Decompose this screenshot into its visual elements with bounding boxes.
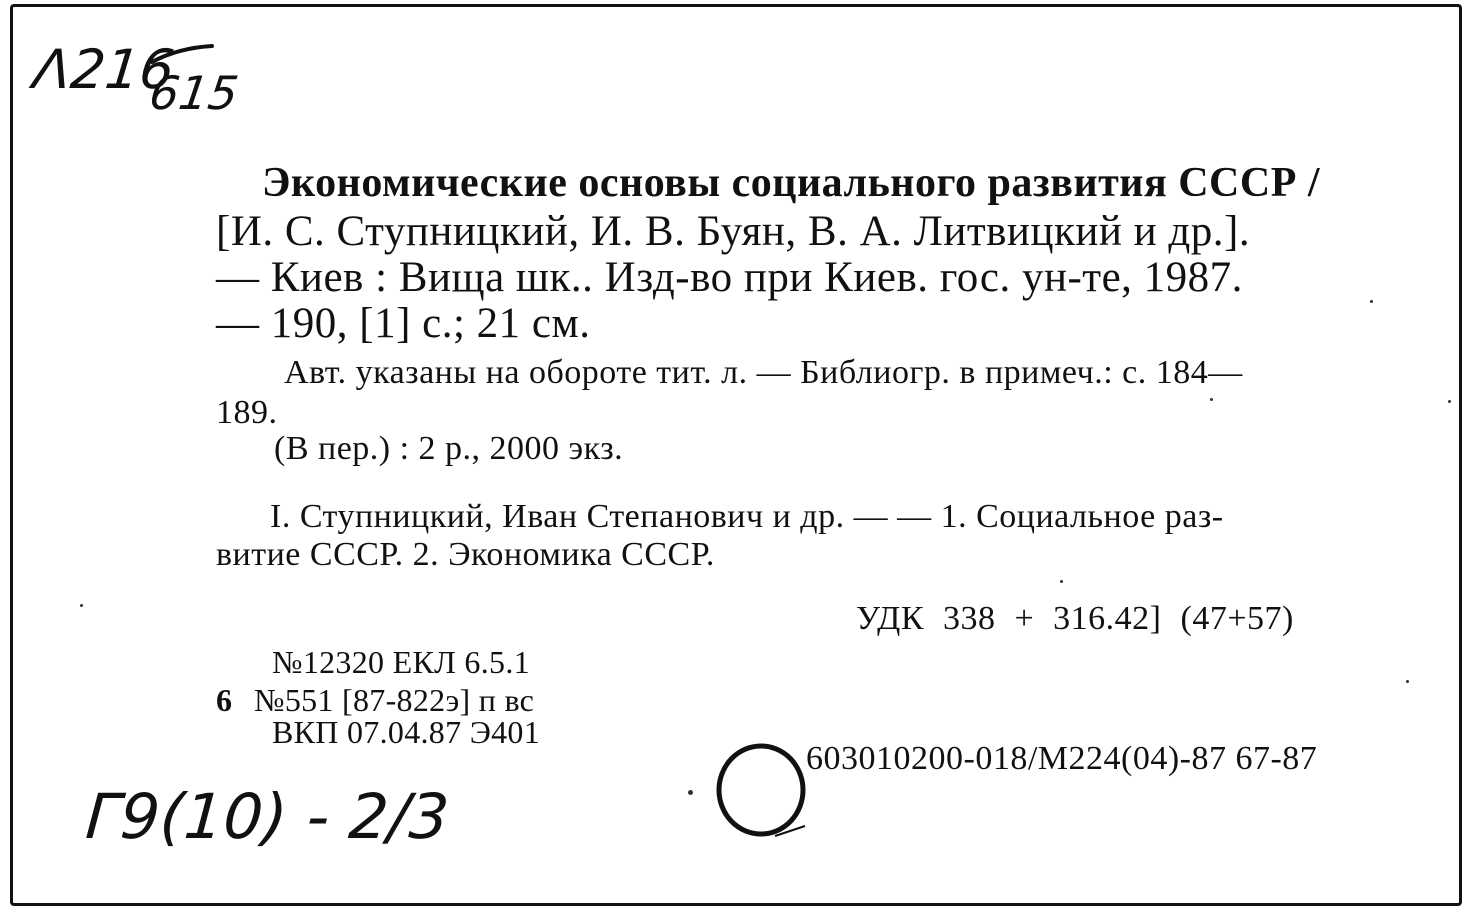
tracings-line-1: I. Ступницкий, Иван Степанович и др. — — 1. Социальное раз- [270, 498, 1224, 535]
tracings-line-2: витие СССР. 2. Экономика СССР. [216, 536, 715, 573]
note-line-1: Авт. указаны на обороте тит. л. — Библиогр. в примеч.: с. 184— [284, 354, 1243, 391]
registry-line-2: №551 [87-822э] п вс [254, 682, 535, 718]
scan-speck [1210, 398, 1213, 401]
scan-speck [688, 790, 693, 795]
registry-line-1: №12320 ЕКЛ 6.5.1 [272, 644, 530, 680]
note-line-2: 189. [216, 394, 278, 431]
entry-imprint-line: — Киев : Вища шк.. Изд-во при Киев. гос. ун-те, 1987. [216, 254, 1243, 301]
entry-authors-line: [И. С. Ступницкий, И. В. Буян, В. А. Литвицкий и др.]. [216, 208, 1251, 255]
price-line: (В пер.) : 2 р., 2000 экз. [274, 430, 624, 467]
scan-speck [1370, 300, 1373, 303]
scan-speck [80, 604, 83, 607]
handwritten-shelfmark-bottom: Г9(10) - 2/3 [83, 780, 452, 853]
scan-speck [1060, 580, 1063, 583]
entry-extent-line: — 190, [1] с.; 21 см. [216, 300, 591, 347]
entry-title-line: Экономические основы социального развития СССР / [262, 160, 1321, 206]
handwritten-shelfmark-top: Λ216 [30, 38, 178, 101]
scan-speck [1406, 680, 1409, 683]
handwritten-shelfmark-fraction: 615 [146, 66, 242, 120]
udc-classification: УДК 338 + 316.42] (47+57) [856, 600, 1294, 637]
registry-line-3: ВКП 07.04.87 Э401 [272, 714, 541, 750]
book-code: 603010200-018/М224(04)-87 67-87 [806, 740, 1318, 777]
registry-line-2-prefix: 6 [216, 682, 233, 718]
handwritten-fraction-bar [148, 38, 218, 68]
scan-speck [1448, 400, 1451, 403]
